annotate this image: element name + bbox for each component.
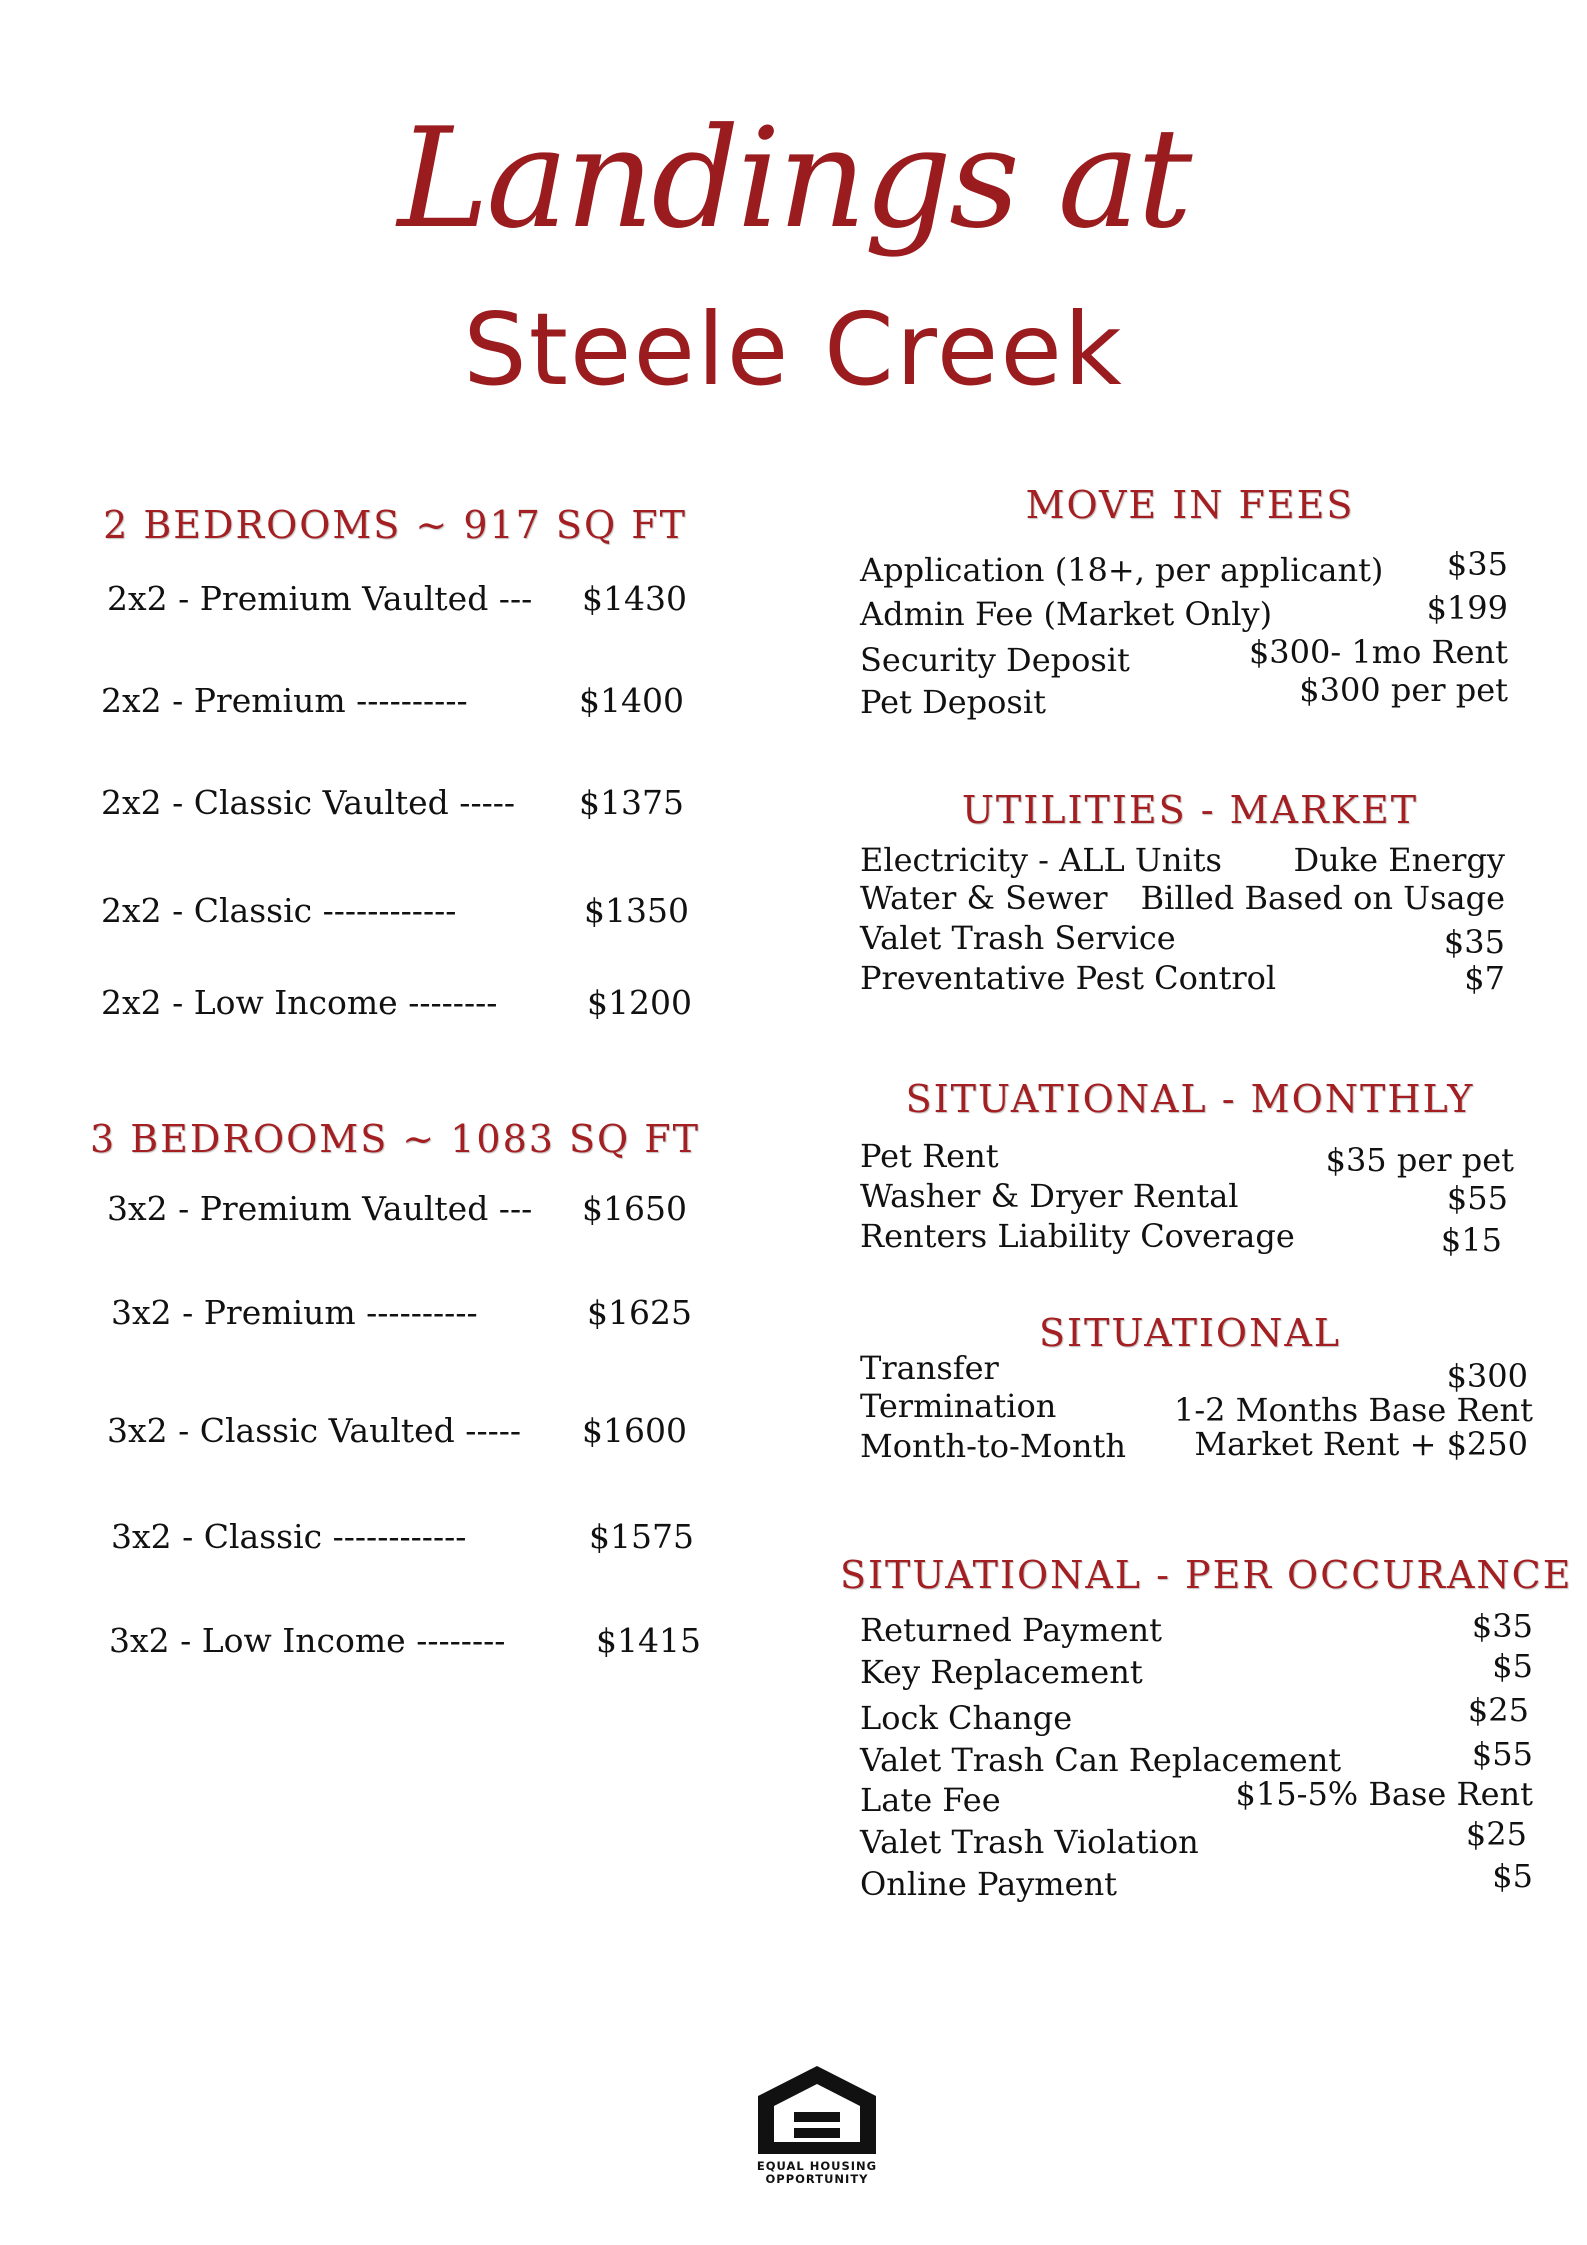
unit-price: $1375 xyxy=(579,783,684,822)
fee-value: $300 xyxy=(1446,1357,1528,1395)
fee-label: Preventative Pest Control xyxy=(860,959,1277,997)
fee-value: $35 xyxy=(1471,1607,1533,1645)
utilities-market-heading: UTILITIES - MARKET xyxy=(961,788,1419,832)
fee-label: Admin Fee (Market Only) xyxy=(860,595,1273,633)
fee-label: Key Replacement xyxy=(860,1653,1143,1691)
unit-price: $1430 xyxy=(582,579,687,618)
page-title: Steele Creek xyxy=(463,291,1124,408)
unit-price: $1650 xyxy=(582,1189,687,1228)
fee-label: Pet Rent xyxy=(860,1137,999,1175)
situational-per-occurance-heading: SITUATIONAL - PER OCCURANCE xyxy=(840,1553,1573,1597)
fee-label: Renters Liability Coverage xyxy=(860,1217,1295,1255)
fee-value: $7 xyxy=(1464,959,1505,997)
fee-label: Pet Deposit xyxy=(860,683,1046,721)
fee-label: Late Fee xyxy=(860,1781,1001,1819)
equal-housing-logo xyxy=(752,2062,882,2186)
two-bedrooms-heading: 2 BEDROOMS ~ 917 SQ FT xyxy=(103,503,687,547)
script-title: Landings at xyxy=(397,98,1190,259)
three-bedrooms-heading: 3 BEDROOMS ~ 1083 SQ FT xyxy=(89,1117,700,1161)
fee-value: Duke Energy xyxy=(1293,841,1505,879)
unit-price: $1400 xyxy=(579,681,684,720)
situational-heading: SITUATIONAL xyxy=(1038,1311,1342,1355)
fee-label: Security Deposit xyxy=(860,641,1130,679)
fee-label: Washer & Dryer Rental xyxy=(860,1177,1239,1215)
unit-label: 3x2 - Low Income -------- xyxy=(109,1621,506,1660)
fee-label: Termination xyxy=(860,1387,1057,1425)
fee-label: Water & Sewer xyxy=(860,879,1108,917)
fee-value: Billed Based on Usage xyxy=(1140,879,1505,917)
fee-label: Valet Trash Violation xyxy=(860,1823,1199,1861)
fee-label: Lock Change xyxy=(860,1699,1073,1737)
fee-label: Application (18+, per applicant) xyxy=(860,551,1384,589)
unit-label: 3x2 - Classic Vaulted ----- xyxy=(107,1411,522,1450)
fee-value: $55 xyxy=(1471,1735,1533,1773)
fee-label: Electricity - ALL Units xyxy=(860,841,1222,879)
unit-label: 3x2 - Premium Vaulted --- xyxy=(107,1189,533,1228)
fee-value: $25 xyxy=(1467,1691,1529,1729)
fee-label: Month-to-Month xyxy=(860,1427,1126,1465)
unit-price: $1600 xyxy=(582,1411,687,1450)
fee-value: $35 per pet xyxy=(1325,1141,1514,1179)
fee-label: Online Payment xyxy=(860,1865,1118,1903)
situational-monthly-heading: SITUATIONAL - MONTHLY xyxy=(905,1077,1475,1121)
move-in-fees-heading: MOVE IN FEES xyxy=(1025,483,1355,527)
unit-price: $1415 xyxy=(596,1621,701,1660)
unit-label: 3x2 - Classic ------------ xyxy=(111,1517,467,1556)
fee-label: Valet Trash Can Replacement xyxy=(860,1741,1342,1779)
logo-caption-line1: EQUAL HOUSING xyxy=(756,2159,878,2173)
fee-value: $35 xyxy=(1446,545,1508,583)
unit-label: 2x2 - Premium ---------- xyxy=(101,681,468,720)
fee-value: $300 per pet xyxy=(1299,671,1508,709)
equal-housing-icon xyxy=(752,2062,882,2156)
unit-price: $1575 xyxy=(589,1517,694,1556)
fee-label: Returned Payment xyxy=(860,1611,1162,1649)
fee-value: $5 xyxy=(1492,1647,1533,1685)
fee-label: Transfer xyxy=(860,1349,999,1387)
fee-value: Market Rent + $250 xyxy=(1194,1425,1528,1463)
unit-label: 2x2 - Low Income -------- xyxy=(101,983,498,1022)
unit-label: 2x2 - Classic ------------ xyxy=(101,891,457,930)
fee-value: $25 xyxy=(1465,1815,1527,1853)
unit-price: $1350 xyxy=(584,891,689,930)
fee-value: $199 xyxy=(1426,589,1508,627)
unit-label: 3x2 - Premium ---------- xyxy=(111,1293,478,1332)
unit-label: 2x2 - Classic Vaulted ----- xyxy=(101,783,516,822)
fee-value: $15 xyxy=(1440,1221,1502,1259)
fee-value: $15-5% Base Rent xyxy=(1235,1775,1533,1813)
unit-label: 2x2 - Premium Vaulted --- xyxy=(107,579,533,618)
fee-label: Valet Trash Service xyxy=(860,919,1176,957)
fee-value: $300- 1mo Rent xyxy=(1248,633,1508,671)
fee-value: $5 xyxy=(1492,1857,1533,1895)
unit-price: $1625 xyxy=(587,1293,692,1332)
logo-caption-line2: OPPORTUNITY xyxy=(765,2172,869,2186)
unit-price: $1200 xyxy=(587,983,692,1022)
fee-value: $55 xyxy=(1446,1179,1508,1217)
fee-value: 1-2 Months Base Rent xyxy=(1173,1391,1533,1429)
fee-value: $35 xyxy=(1443,923,1505,961)
